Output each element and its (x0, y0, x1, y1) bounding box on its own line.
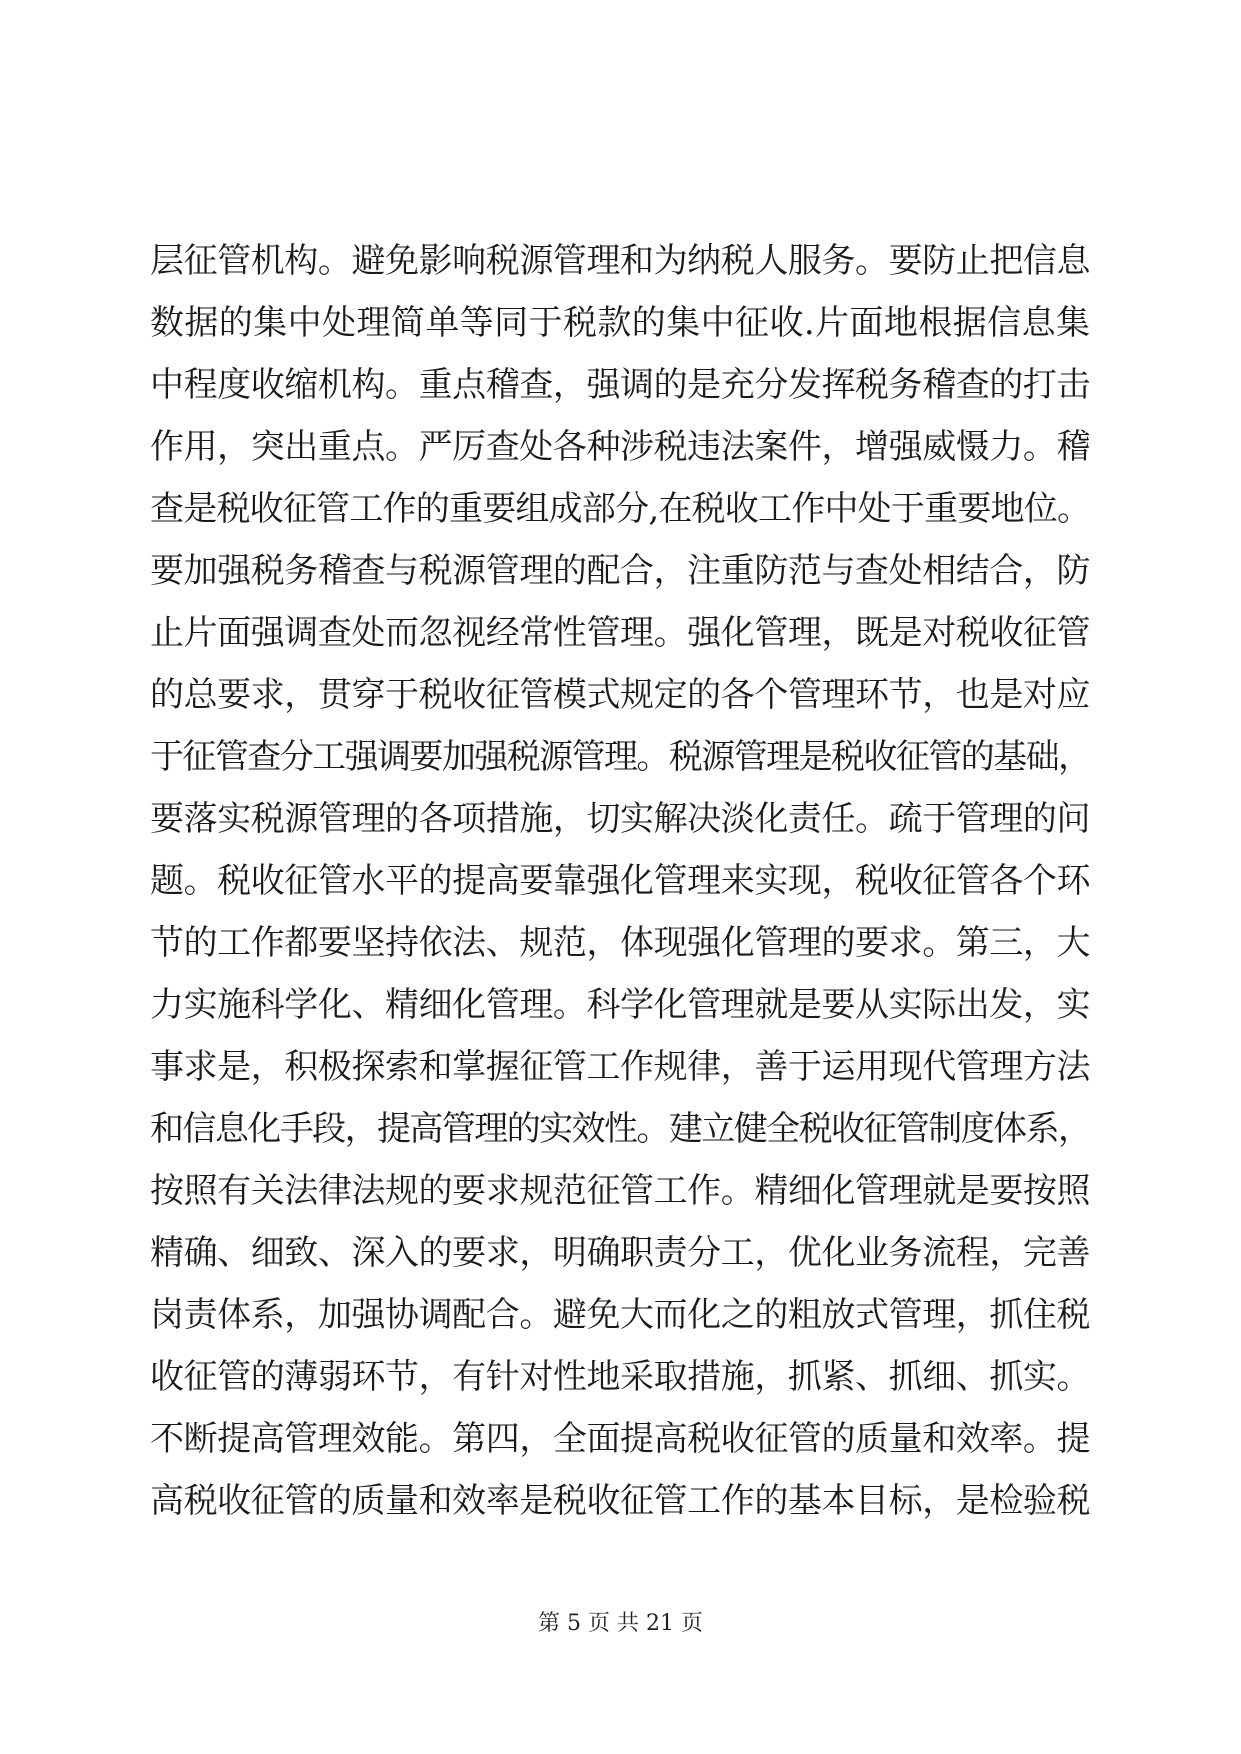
text-line: 力实施科学化、精细化管理。科学化管理就是要从实际出发，实 (150, 985, 1090, 1025)
text-line: 事求是，积极探索和掌握征管工作规律，善于运用现代管理方法 (150, 1047, 1090, 1087)
text-line: 作用，突出重点。严厉查处各种涉税违法案件，增强威慑力。稽 (150, 427, 1090, 467)
text-line: 收征管的薄弱环节，有针对性地采取措施，抓紧、抓细、抓实。 (150, 1357, 1090, 1397)
text-line: 要落实税源管理的各项措施，切实解决淡化责任。疏于管理的问 (150, 799, 1090, 839)
text-line: 数据的集中处理简单等同于税款的集中征收.片面地根据信息集 (150, 303, 1090, 343)
text-line: 高税收征管的质量和效率是税收征管工作的基本目标，是检验税 (150, 1481, 1090, 1521)
text-line: 精确、细致、深入的要求，明确职责分工，优化业务流程，完善 (150, 1233, 1090, 1273)
text-line: 节的工作都要坚持依法、规范，体现强化管理的要求。第三，大 (150, 923, 1090, 963)
text-line: 不断提高管理效能。第四，全面提高税收征管的质量和效率。提 (150, 1419, 1090, 1459)
text-line: 于征管查分工强调要加强税源管理。税源管理是税收征管的基础， (150, 737, 1090, 777)
text-line: 查是税收征管工作的重要组成部分,在税收工作中处于重要地位。 (150, 489, 1090, 529)
text-line: 层征管机构。避免影响税源管理和为纳税人服务。要防止把信息 (150, 241, 1090, 281)
page-number-footer: 第 5 页 共 21 页 (538, 1611, 703, 1636)
text-line: 按照有关法律法规的要求规范征管工作。精细化管理就是要按照 (150, 1171, 1090, 1211)
text-line: 题。税收征管水平的提高要靠强化管理来实现，税收征管各个环 (150, 861, 1090, 901)
text-line: 止片面强调查处而忽视经常性管理。强化管理，既是对税收征管 (150, 613, 1090, 653)
body-text (150, 230, 1090, 1532)
text-line: 岗责体系，加强协调配合。避免大而化之的粗放式管理，抓住税 (150, 1295, 1090, 1335)
text-line: 要加强税务稽查与税源管理的配合，注重防范与查处相结合，防 (150, 551, 1090, 591)
text-line: 和信息化手段，提高管理的实效性。建立健全税收征管制度体系， (150, 1109, 1090, 1149)
text-line: 的总要求，贯穿于税收征管模式规定的各个管理环节，也是对应 (150, 675, 1090, 715)
text-line: 中程度收缩机构。重点稽查，强调的是充分发挥税务稽查的打击 (150, 365, 1090, 405)
